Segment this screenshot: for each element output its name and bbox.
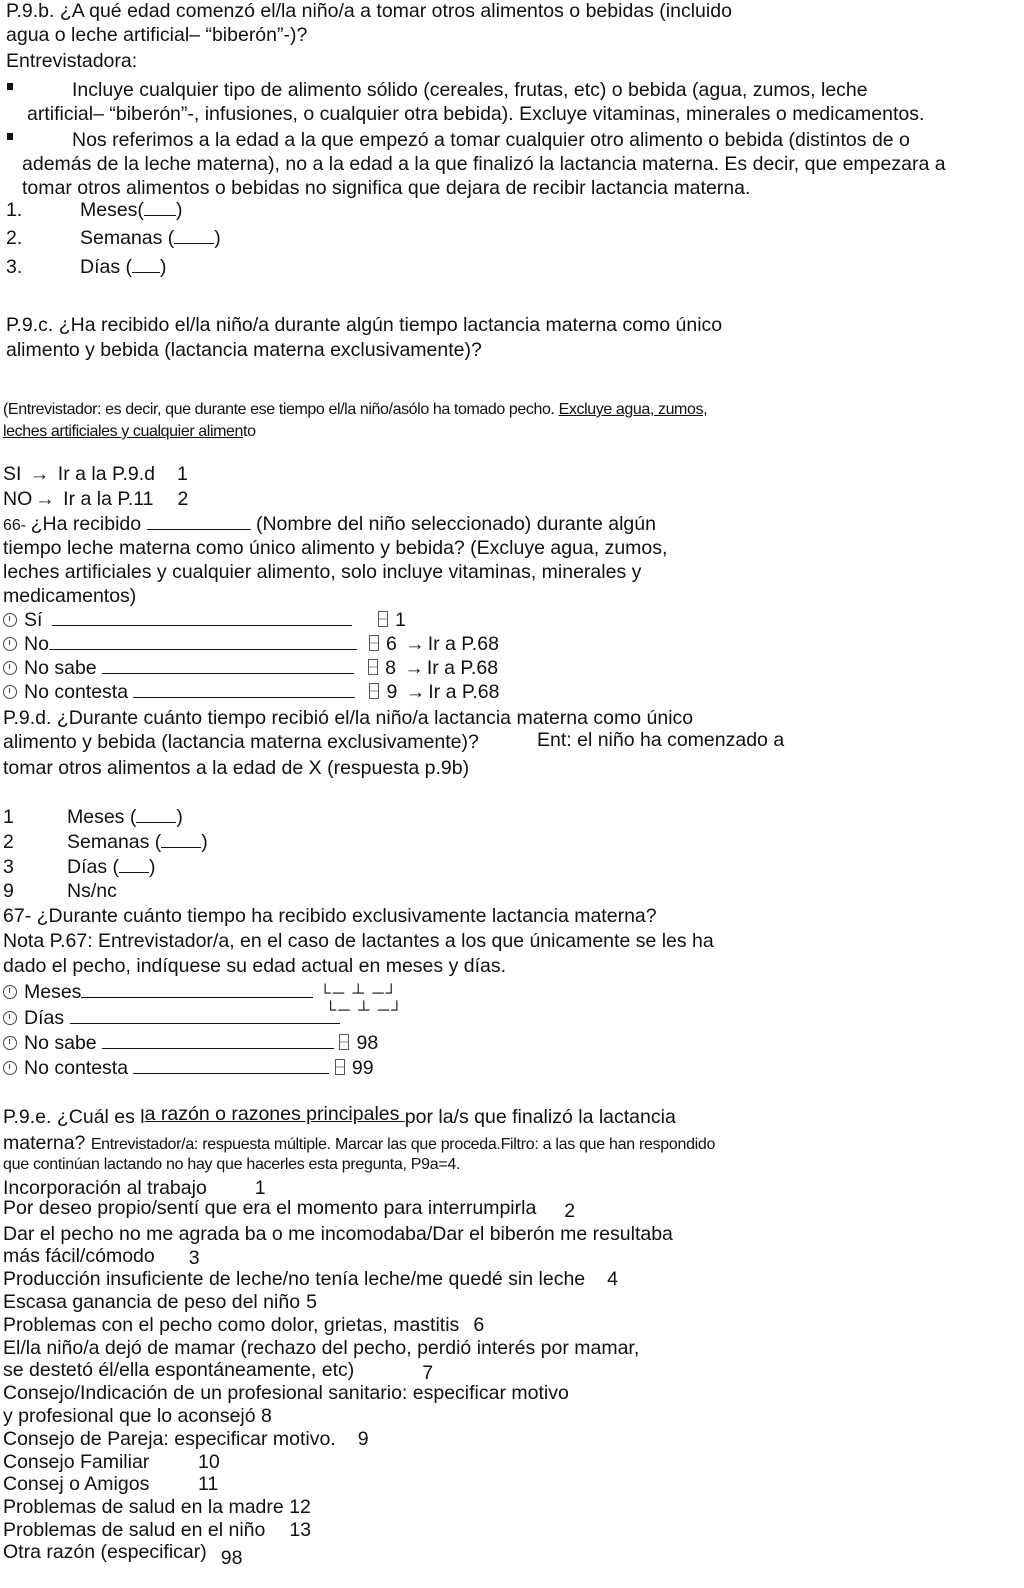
p9c-option-yes[interactable]: [3, 463, 188, 485]
weeks-blank[interactable]: [174, 227, 214, 244]
radio-icon[interactable]: [3, 685, 17, 699]
reason-label: Incorporación al trabajo: [3, 1177, 207, 1199]
reason-label: Consejo Familiar: [3, 1451, 150, 1473]
reason-option-13[interactable]: [3, 1519, 311, 1541]
q67-line3: dado el pecho, indíquese su edad actual en meses y días.: [3, 955, 507, 977]
p9c-note-line2: [3, 422, 256, 442]
option-label: Días (: [67, 856, 120, 878]
option-line: [81, 981, 313, 998]
skip-instruction: Ir a P.68: [428, 681, 500, 703]
question-number: 66-: [3, 517, 31, 534]
reason-option-7[interactable]: [3, 1337, 639, 1359]
question-text: P.9.e. ¿Cuál es l: [3, 1106, 145, 1128]
p9d-option-days[interactable]: [3, 856, 156, 878]
q67-option-no-answer[interactable]: [3, 1057, 374, 1079]
option-code: 6: [385, 633, 397, 655]
p9b-note1-line1: Incluye cualquier tipo de alimento sólido (cereales, frutas, etc) o bebida (agua, zumos, leche: [72, 79, 868, 101]
p9b-option-days[interactable]: [6, 256, 167, 278]
option-code: 2: [177, 488, 189, 510]
option-label: Meses: [24, 981, 82, 1003]
reason-option-1[interactable]: [3, 1177, 266, 1199]
option-label: SI: [3, 463, 22, 485]
reason-option-6[interactable]: [3, 1314, 484, 1336]
skip-instruction: Ir a la P.11: [63, 488, 154, 510]
option-number: 3: [3, 856, 14, 878]
p9d-option-dont-know[interactable]: [3, 880, 117, 902]
question-text: materna?: [3, 1132, 86, 1154]
arrow-right-icon: →: [404, 657, 424, 679]
radio-icon[interactable]: [3, 1061, 17, 1075]
p9d-option-months[interactable]: [3, 806, 183, 828]
reason-label: Producción insuficiente de leche/no tenía leche/me quedé sin leche: [3, 1268, 586, 1290]
checkbox-icon[interactable]: [369, 683, 379, 699]
reason-label: Por deseo propio/sentí que era el momento para interrumpirla: [3, 1197, 537, 1219]
reason-code: 13: [289, 1519, 312, 1541]
digit-boxes[interactable]: └─ ┴ ─┘: [319, 985, 400, 1002]
p9b-note2-line3: tomar otros alimentos o bebidas no significa que dejara de recibir lactancia materna.: [22, 177, 751, 199]
checkbox-icon[interactable]: [335, 1059, 345, 1075]
option-number: 2: [3, 831, 14, 853]
option-line: [70, 1007, 340, 1024]
checkbox-icon[interactable]: [339, 1034, 349, 1050]
reason-code: 11: [198, 1473, 219, 1495]
radio-icon[interactable]: [3, 637, 17, 651]
p9b-note2-line2: además de la leche materna), no a la edad a la que finalizó la lactancia materna. Es decir, que empezara a: [22, 153, 946, 175]
note-text: (Entrevistador: es decir, que durante ese tiempo el/la niño/asólo ha tomado pecho.: [3, 401, 559, 418]
p9c-option-no[interactable]: [3, 488, 188, 510]
close-paren: ): [214, 227, 221, 249]
option-label: Semanas (: [80, 227, 175, 249]
q66-option-no-answer[interactable]: [3, 681, 499, 703]
p9b-interviewer-label: Entrevistadora:: [6, 50, 138, 72]
radio-icon[interactable]: [3, 985, 17, 999]
option-line: [133, 1057, 329, 1074]
months-blank[interactable]: [136, 806, 176, 823]
p9b-question-line1: P.9.b. ¿A qué edad comenzó el/la niño/a a tomar otros alimentos o bebidas (incluido: [6, 0, 732, 22]
option-code: 1: [395, 609, 406, 631]
option-line: [102, 657, 354, 674]
q66-option-no[interactable]: [3, 633, 499, 655]
skip-instruction: Ir a P.68: [427, 633, 499, 655]
close-paren: ): [160, 256, 167, 278]
q67-option-dont-know[interactable]: [3, 1032, 378, 1054]
option-line: [102, 1032, 334, 1049]
reason-label: El/la niño/a dejó de mamar (rechazo del pecho, perdió interés por mamar,: [3, 1337, 640, 1359]
p9c-note-line1: [3, 400, 707, 420]
p9b-note2-line1: Nos referimos a la edad a la que empezó a tomar cualquier otro alimento o bebida (distintos de o: [72, 129, 910, 151]
q67-option-days[interactable]: [3, 1002, 405, 1029]
reason-label: Consejo/Indicación de un profesional sanitario: especificar motivo: [3, 1382, 569, 1404]
reason-option-8[interactable]: [3, 1382, 569, 1404]
q66-option-dont-know[interactable]: [3, 657, 498, 679]
option-number: 2.: [6, 227, 23, 249]
months-blank[interactable]: [144, 199, 176, 216]
reason-option-98[interactable]: [3, 1541, 243, 1569]
reason-option-9[interactable]: [3, 1428, 369, 1450]
p9d-question-line2: alimento y bebida (lactancia materna exclusivamente)?: [3, 731, 479, 753]
days-blank[interactable]: [119, 856, 149, 873]
reason-code: 4: [607, 1268, 618, 1290]
option-label: Meses (: [67, 806, 137, 828]
option-label: No sabe: [24, 1032, 97, 1054]
question-text: (Nombre del niño seleccionado) durante algún: [255, 513, 656, 535]
p9e-question-line1: [3, 1103, 676, 1128]
skip-instruction: Ir a P.68: [426, 657, 499, 679]
option-code: 8: [385, 657, 396, 679]
close-paren: ): [149, 856, 156, 878]
option-label: Meses(: [80, 199, 144, 221]
arrow-right-icon: →: [29, 463, 50, 485]
radio-icon[interactable]: [3, 613, 17, 627]
reason-option-4[interactable]: [3, 1268, 618, 1290]
option-label: Días (: [80, 256, 133, 278]
skip-instruction: Ir a la P.9.d: [57, 463, 155, 485]
note-text: to: [243, 423, 256, 440]
p9d-interviewer-note-line1: Ent: el niño ha comenzado a: [537, 729, 785, 751]
reason-option-5[interactable]: [3, 1291, 317, 1313]
q67-line2: Nota P.67: Entrevistador/a, en el caso de lactantes a los que únicamente se les ha: [3, 930, 714, 952]
option-code: 99: [351, 1057, 374, 1079]
question-underlined: a razón o razones principales: [144, 1103, 405, 1125]
option-number: 9: [3, 880, 14, 902]
option-number: 1: [3, 806, 14, 828]
note-underlined: Excluye agua, zumos,: [558, 401, 708, 418]
bullet-icon: [7, 133, 13, 140]
reason-option-8-cont[interactable]: [3, 1405, 272, 1427]
p9d-question-line1: P.9.d. ¿Durante cuánto tiempo recibió el/la niño/a lactancia materna como único: [3, 707, 694, 729]
reason-option-12[interactable]: [3, 1496, 311, 1518]
reason-label: Problemas con el pecho como dolor, grietas, mastitis: [3, 1314, 460, 1336]
q66-option-yes[interactable]: [3, 609, 406, 631]
reason-label: se destetó él/ella espontáneamente, etc): [3, 1359, 355, 1381]
q66-line2: tiempo leche materna como único alimento y bebida? (Excluye agua, zumos,: [3, 537, 668, 559]
p9b-question-line2: agua o leche artificial– “biberón”-)?: [6, 24, 308, 46]
reason-label: Escasa ganancia de peso del niño: [3, 1291, 301, 1313]
days-blank[interactable]: [132, 256, 160, 273]
reason-code: 98: [220, 1547, 243, 1569]
reason-code: 1: [254, 1177, 266, 1199]
option-line: [49, 633, 357, 650]
option-label: NO: [3, 488, 33, 510]
option-label: Semanas (: [67, 831, 162, 853]
reason-label: y profesional que lo aconsejó: [3, 1405, 256, 1427]
arrow-right-icon: →: [35, 488, 55, 510]
option-label: No contesta: [24, 681, 129, 703]
reason-label: Problemas de salud en la madre: [3, 1496, 284, 1518]
checkbox-icon[interactable]: [378, 611, 388, 627]
reason-option-11[interactable]: [3, 1473, 218, 1495]
option-line: [52, 609, 352, 626]
bullet-icon: [7, 83, 13, 90]
reason-label: más fácil/cómodo: [3, 1245, 155, 1267]
option-line: [133, 681, 355, 698]
arrow-right-icon: →: [405, 633, 425, 655]
option-number: 1.: [6, 199, 23, 221]
option-label: Sí: [24, 609, 43, 631]
weeks-blank[interactable]: [161, 831, 201, 848]
note-underlined: leches artificiales y cualquier alimen: [3, 423, 244, 440]
close-paren: ): [176, 806, 183, 828]
reason-code: 8: [261, 1405, 272, 1427]
radio-icon[interactable]: [3, 1036, 17, 1050]
child-name-blank[interactable]: [147, 513, 251, 530]
option-code: 98: [356, 1032, 379, 1054]
p9c-question-line2: alimento y bebida (lactancia materna exclusivamente)?: [6, 339, 482, 361]
p9b-note1-line2: artificial– “biberón”-, infusiones, o cualquier otra bebida). Excluye vitaminas, minerales o medicamentos.: [27, 103, 925, 125]
reason-code: 6: [473, 1314, 485, 1336]
reason-label: Dar el pecho no me agrada ba o me incomodaba/Dar el biberón me resultaba: [3, 1223, 673, 1245]
reason-option-2[interactable]: [3, 1197, 576, 1222]
radio-icon[interactable]: [3, 661, 17, 675]
reason-code: 10: [198, 1451, 220, 1473]
reason-label: Problemas de salud en el niño: [3, 1519, 266, 1541]
p9b-option-months[interactable]: [6, 199, 182, 221]
q67-line1: 67- ¿Durante cuánto tiempo ha recibido exclusivamente lactancia materna?: [3, 905, 657, 927]
q66-line1: [3, 513, 656, 536]
question-text: por la/s que finalizó la lactancia: [404, 1106, 676, 1128]
option-label: No: [24, 633, 49, 655]
reason-label: Otra razón (especificar): [3, 1541, 207, 1563]
p9e-question-line2: [3, 1132, 715, 1155]
reason-option-7-cont[interactable]: [3, 1359, 434, 1384]
reason-code: 3: [188, 1247, 200, 1269]
digit-boxes[interactable]: └─ ┴ ─┘: [325, 1002, 405, 1019]
p9d-interviewer-note-line2: tomar otros alimentos a la edad de X (respuesta p.9b): [3, 757, 470, 779]
checkbox-icon[interactable]: [368, 659, 378, 675]
reason-label: Consej o Amigos: [3, 1473, 150, 1495]
close-paren: ): [201, 831, 208, 853]
checkbox-icon[interactable]: [369, 635, 379, 651]
reason-option-3-cont[interactable]: [3, 1245, 200, 1267]
radio-icon[interactable]: [3, 1011, 17, 1025]
reason-code: 12: [289, 1496, 311, 1518]
option-code: 1: [177, 463, 188, 485]
close-paren: ): [175, 199, 183, 221]
reason-code: 7: [422, 1362, 434, 1384]
reason-code: 5: [306, 1291, 317, 1313]
option-label: No sabe: [24, 657, 97, 679]
reason-code: 2: [564, 1200, 576, 1222]
q66-line3: leches artificiales y cualquier alimento, solo incluye vitaminas, minerales y: [3, 561, 642, 583]
p9e-filter-note: que continúan lactando no hay que hacerles esta pregunta, P9a=4.: [3, 1156, 461, 1173]
interviewer-note: Entrevistador/a: respuesta múltiple. Marcar las que proceda.Filtro: a las que han respondido: [90, 1136, 716, 1153]
reason-option-10[interactable]: [3, 1451, 220, 1473]
option-label: Ns/nc: [67, 880, 117, 902]
p9c-question-line1: P.9.c. ¿Ha recibido el/la niño/a durante algún tiempo lactancia materna como único: [6, 314, 723, 336]
q66-line4: medicamentos): [3, 585, 137, 607]
reason-option-3[interactable]: [3, 1223, 673, 1245]
p9d-option-weeks[interactable]: [3, 831, 208, 853]
option-label: Días: [24, 1007, 65, 1029]
arrow-right-icon: →: [405, 681, 426, 703]
option-number: 3.: [6, 256, 23, 278]
question-text: ¿Ha recibido: [30, 513, 142, 535]
reason-code: 9: [357, 1428, 369, 1450]
option-label: No contesta: [24, 1057, 129, 1079]
option-code: 9: [386, 681, 398, 703]
reason-label: Consejo de Pareja: especificar motivo.: [3, 1428, 336, 1450]
p9b-option-weeks[interactable]: [6, 227, 221, 249]
